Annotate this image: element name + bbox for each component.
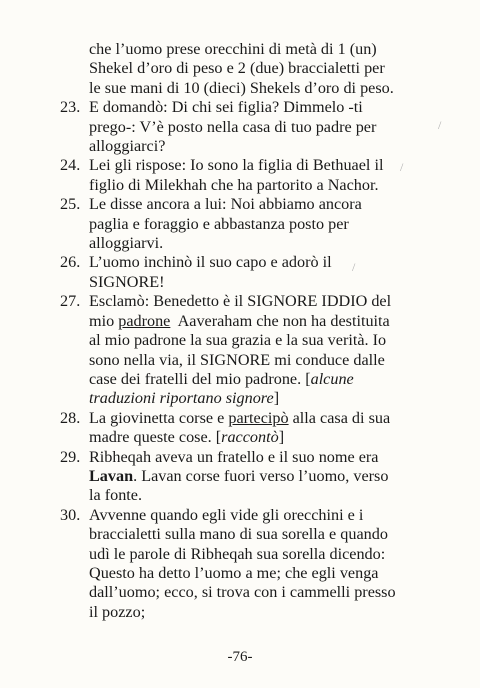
verse-29: [60, 448, 400, 506]
verse-text: L’uomo inchinò il suo capo e adorò il SIGNORE!: [89, 253, 332, 291]
pencil-mark: /: [438, 118, 442, 132]
verse-text-part: . Lavan corse fuori verso l’uomo, verso la fonte.: [89, 466, 389, 505]
verse-text-part: ]: [278, 428, 285, 447]
verse-text: Avvenne quando egli vide gli orecchini e i braccialetti sulla mano di sua sorella e quando udì le parole di Ribheqah sua sorella dicendo: Questo ha detto l’uomo a me; che egli venga dall’uomo; ecco, si trova con i cammelli presso il pozzo;: [89, 505, 396, 621]
translation-note: raccontò: [221, 428, 279, 447]
verse-number: 29.: [60, 447, 81, 466]
verse-24: [60, 156, 400, 195]
bold-name: Lavan: [89, 466, 134, 485]
verse-continuation: che l’uomo prese orecchini di metà di 1 (un) Shekel d’oro di peso e 2 (due) braccialetti per le sue mani di 10 (dieci) Shekels d’oro di peso.: [89, 40, 394, 97]
verse-text-part: ]: [273, 389, 280, 408]
verse-text: [60, 409, 400, 448]
verse-text-part: alla casa di sua madre queste cose. [: [89, 408, 391, 447]
verse-text-part: Esclamò: Benedetto è il SIGNORE IDDIO del mio: [89, 292, 392, 330]
verse-number: 23.: [60, 98, 81, 117]
verse-28: [60, 409, 400, 448]
verse-number: 27.: [60, 292, 81, 311]
pencil-mark: /: [352, 260, 356, 274]
verse-number: 30.: [60, 505, 81, 524]
page-number: -76-: [227, 649, 253, 665]
verse-text-part: Aaveraham che non ha destituita al mio padrone la sua grazia e la sua verità. Io sono nella via, il SIGNORE mi conduce dalle case dei fratelli del mio padrone. [: [89, 311, 394, 388]
verse-text-part: Ribheqah aveva un fratello e il suo nome era: [89, 447, 379, 466]
verse-text: [60, 292, 400, 408]
verse-number: 24.: [60, 156, 81, 175]
verse-text: Le disse ancora a lui: Noi abbiamo ancora paglia e foraggio e abbastanza posto per alloggiarvi.: [89, 195, 362, 253]
verse-text: Lei gli rispose: Io sono la figlia di Bethuael il figlio di Milekhah che ha partorito a Nachor.: [89, 156, 384, 194]
verse-26: [60, 253, 400, 292]
verse-23: [60, 98, 400, 156]
verse-text: E domandò: Di chi sei figlia? Dimmelo -ti prego-: V’è posto nella casa di tuo padre per alloggiarci?: [89, 98, 377, 156]
underlined-word: padrone: [118, 311, 171, 330]
verse-25: [60, 195, 400, 253]
verse-30: [60, 506, 400, 622]
verse-27: [60, 292, 400, 408]
verse-number: 25.: [60, 195, 81, 214]
verse-list: [60, 40, 400, 622]
translation-note: alcune traduzioni riportano signore: [89, 369, 354, 408]
verse-number: 28.: [60, 408, 81, 427]
pencil-mark: /: [400, 160, 404, 174]
underlined-word: partecipò: [228, 408, 289, 427]
verse-number: 26.: [60, 253, 81, 272]
verse-text-part: La giovinetta corse e: [89, 408, 229, 427]
verse-text: [60, 448, 400, 506]
